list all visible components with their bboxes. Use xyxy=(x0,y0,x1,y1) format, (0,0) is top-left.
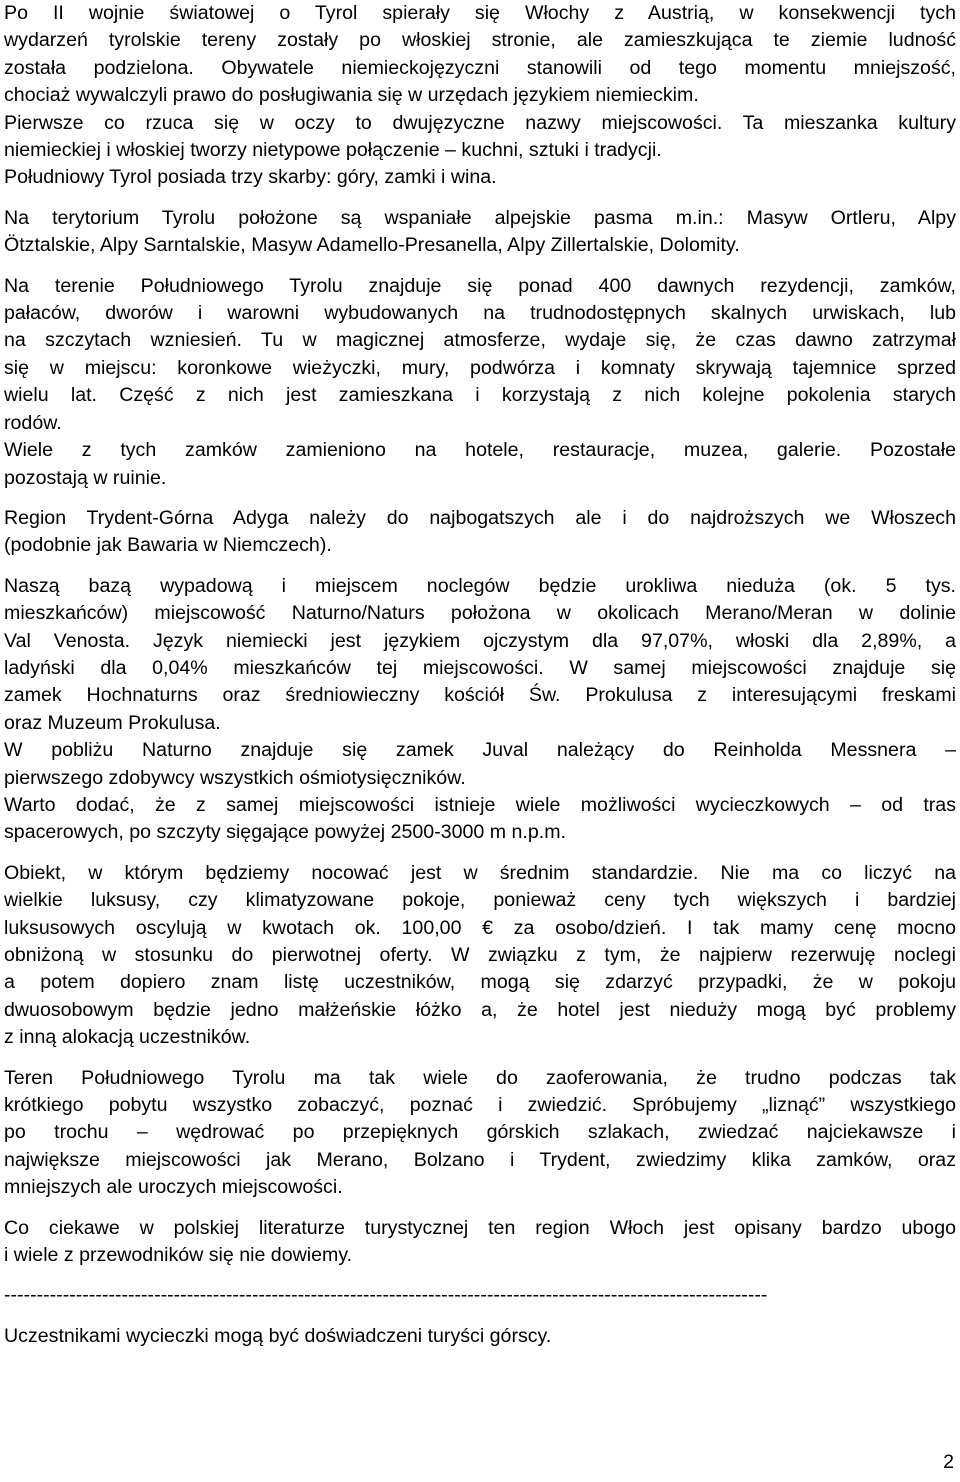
text-line: mieszkańców) miejscowość Naturno/Naturs położona w okolicach Merano/Meran w dolinie xyxy=(4,602,956,625)
text-line: a potem dopiero znam listę uczestników, mogą się zdarzyć przypadki, że w pokoju xyxy=(4,971,956,994)
text-line: i wiele z przewodników się nie dowiemy. xyxy=(4,1244,353,1267)
paragraph-gap xyxy=(4,260,956,273)
text-line: Naszą bazą wypadową i miejscem noclegów będzie urokliwa nieduża (ok. 5 tys. xyxy=(4,574,956,597)
text-line: rodów. xyxy=(4,411,62,434)
paragraph xyxy=(4,0,956,192)
text-line: Obiekt, w którym będziemy nocować jest w średnim standardzie. Nie ma co liczyć na xyxy=(4,861,956,884)
text-line: krótkiego pobytu wszystko zobaczyć, poznać i zwiedzić. Spróbujemy „liznąć” wszystkiego xyxy=(4,1094,956,1117)
text-line: Na terytorium Tyrolu położone są wspaniałe alpejskie pasma m.in.: Masyw Ortleru, Alpy xyxy=(4,206,956,229)
separator-line: --------------------------------------------------------------------------------------------------------------------- xyxy=(4,1284,768,1307)
paragraph-gap xyxy=(4,1310,956,1323)
paragraph xyxy=(4,1065,956,1202)
paragraph xyxy=(4,205,956,260)
text-line: została podzielona. Obywatele niemieckojęzyczni stanowili od tego momentu mniejszość, xyxy=(4,56,956,79)
page-number: 2 xyxy=(943,1451,954,1473)
document-body xyxy=(4,0,956,1269)
text-line: (podobnie jak Bawaria w Niemczech). xyxy=(4,534,332,557)
paragraph-gap xyxy=(4,560,956,573)
text-line: Co ciekawe w polskiej literaturze turystycznej ten region Włoch jest opisany bardzo ubogo xyxy=(4,1216,956,1239)
paragraph-gap xyxy=(4,1202,956,1215)
text-line: mniejszych ale uroczych miejscowości. xyxy=(4,1176,343,1199)
text-line: z inną alokacją uczestników. xyxy=(4,1026,251,1049)
text-line: Ötztalskie, Alpy Sarntalskie, Masyw Adamello-Presanella, Alpy Zillertalskie, Dolomity. xyxy=(4,234,740,257)
text-line: Warto dodać, że z samej miejscowości istnieje wiele możliwości wycieczkowych – od tras xyxy=(4,793,956,816)
paragraph xyxy=(4,860,956,1052)
paragraph xyxy=(4,505,956,560)
paragraph-gap xyxy=(4,847,956,860)
document-page xyxy=(4,0,956,1350)
text-line: oraz Muzeum Prokulusa. xyxy=(4,711,221,734)
paragraph-gap xyxy=(4,1269,956,1282)
text-line: na szczytach wzniesień. Tu w magicznej atmosferze, wydaje się, że czas dawno zatrzymał xyxy=(4,329,956,352)
text-line: Region Trydent-Górna Adyga należy do najbogatszych ale i do najdroższych we Włoszech xyxy=(4,506,956,529)
paragraph xyxy=(4,573,956,847)
text-line: Val Venosta. Język niemiecki jest językiem ojczystym dla 97,07%, włoski dla 2,89%, a xyxy=(4,629,956,652)
text-line: wielkie luksusy, czy klimatyzowane pokoje, ponieważ ceny tych większych i bardziej xyxy=(4,889,956,912)
text-line: luksusowych oscylują w kwotach ok. 100,00 € za osobo/dzień. I tak mamy cenę mocno xyxy=(4,916,956,939)
text-line: niemieckiej i włoskiej tworzy nietypowe połączenie – kuchni, sztuki i tradycji. xyxy=(4,139,662,162)
paragraph-gap xyxy=(4,1052,956,1065)
text-line: Wiele z tych zamków zamieniono na hotele, restauracje, muzea, galerie. Pozostałe xyxy=(4,439,956,462)
text-line: wielu lat. Część z nich jest zamieszkana i korzystają z nich kolejne pokolenia starych xyxy=(4,384,956,407)
text-line: Na terenie Południowego Tyrolu znajduje się ponad 400 dawnych rezydencji, zamków, xyxy=(4,274,956,297)
text-line: chociaż wywalczyli prawo do posługiwania się w urzędach językiem niemieckim. xyxy=(4,84,699,107)
text-line: po trochu – wędrować po przepięknych górskich szlakach, zwiedzać najciekawsze i xyxy=(4,1121,956,1144)
text-line: W pobliżu Naturno znajduje się zamek Juval należący do Reinholda Messnera – xyxy=(4,739,956,762)
text-line: Południowy Tyrol posiada trzy skarby: góry, zamki i wina. xyxy=(4,166,497,189)
text-line: wydarzeń tyrolskie tereny zostały po włoskiej stronie, ale zamieszkująca te ziemie ludność xyxy=(4,29,956,52)
paragraph-gap xyxy=(4,192,956,205)
paragraph xyxy=(4,273,956,492)
text-line: ladyński dla 0,04% mieszkańców tej miejscowości. W samej miejscowości znajduje się xyxy=(4,656,956,679)
text-line: pozostają w ruinie. xyxy=(4,466,167,489)
text-line: pierwszego zdobywcy wszystkich ośmiotysięczników. xyxy=(4,766,466,789)
paragraph-gap xyxy=(4,492,956,505)
paragraph xyxy=(4,1215,956,1270)
closing-sentence: Uczestnikami wycieczki mogą być doświadczeni turyści górscy. xyxy=(4,1324,552,1347)
text-line: zamek Hochnaturns oraz średniowieczny kościół Św. Prokulusa z interesującymi freskami xyxy=(4,684,956,707)
text-line: pałaców, dworów i warowni wybudowanych na trudnodostępnych skalnych urwiskach, lub xyxy=(4,302,956,325)
text-line: się w miejscu: koronkowe wieżyczki, mury, podwórza i komnaty skrywają tajemnice sprzed xyxy=(4,356,956,379)
text-line: dwuosobowym będzie jedno małżeńskie łóżko a, że hotel jest nieduży mogą być problemy xyxy=(4,998,956,1021)
text-line: Teren Południowego Tyrolu ma tak wiele do zaoferowania, że trudno podczas tak xyxy=(4,1066,956,1089)
text-line: największe miejscowości jak Merano, Bolzano i Trydent, zwiedzimy klika zamków, oraz xyxy=(4,1148,956,1171)
text-line: spacerowych, po szczyty sięgające powyżej 2500-3000 m n.p.m. xyxy=(4,821,566,844)
text-line: Pierwsze co rzuca się w oczy to dwujęzyczne nazwy miejscowości. Ta mieszanka kultury xyxy=(4,111,956,134)
text-line: obniżoną w stosunku do pierwotnej oferty. W związku z tym, że najpierw rezerwuję noclegi xyxy=(4,944,956,966)
text-line: Po II wojnie światowej o Tyrol spierały się Włochy z Austrią, w konsekwencji tych xyxy=(4,2,956,24)
